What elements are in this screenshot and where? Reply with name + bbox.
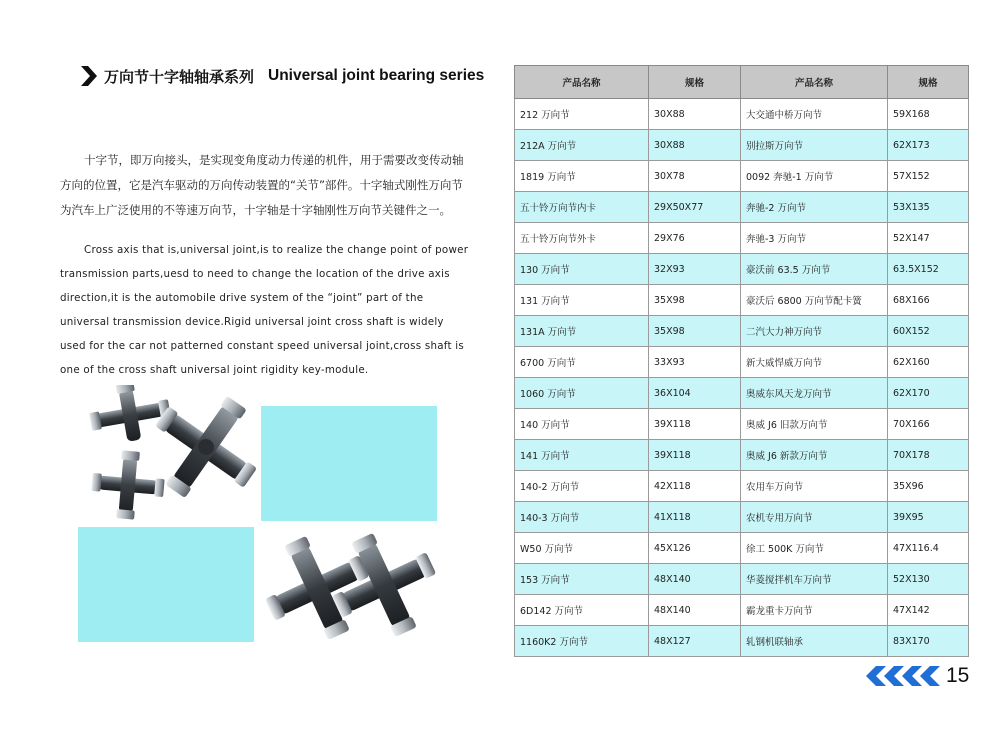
cell-product-name: 141 万向节	[515, 440, 649, 471]
double-chevron-left-icon	[862, 665, 942, 687]
cell-spec: 36X104	[649, 378, 741, 409]
cell-product-name: 奔驰-3 万向节	[741, 223, 888, 254]
cell-product-name: 奥威东风天龙万向节	[741, 378, 888, 409]
cell-spec: 57X152	[888, 161, 969, 192]
table-row	[515, 595, 969, 626]
cell-spec: 48X140	[649, 564, 741, 595]
cell-product-name: 别拉斯万向节	[741, 130, 888, 161]
table-row	[515, 471, 969, 502]
cell-spec: 39X95	[888, 502, 969, 533]
cell-spec: 39X118	[649, 440, 741, 471]
cell-spec: 29X76	[649, 223, 741, 254]
cell-spec: 35X98	[649, 316, 741, 347]
cell-product-name: 奔驰-2 万向节	[741, 192, 888, 223]
cell-product-name: 131 万向节	[515, 285, 649, 316]
intro-paragraph-en: Cross axis that is,universal joint,is to realize the change point of power transmission parts,uesd to need to change the location of the drive axis direction,it is the automobile drive system of the “joint” part of the universal transmission device.Rigid universal joint cross shaft is widely used for the car not patterned constant speed universal joint,cross shaft is one of the cross shaft universal joint rigidity key-module.	[60, 244, 469, 376]
cell-spec: 35X98	[649, 285, 741, 316]
table-row	[515, 192, 969, 223]
cell-spec: 39X118	[649, 409, 741, 440]
cell-product-name: 0092 奔驰-1 万向节	[741, 161, 888, 192]
cell-spec: 48X127	[649, 626, 741, 657]
cell-spec: 70X178	[888, 440, 969, 471]
cell-spec: 42X118	[649, 471, 741, 502]
cell-product-name: 徐工 500K 万向节	[741, 533, 888, 564]
cell-spec: 70X166	[888, 409, 969, 440]
cell-spec: 62X160	[888, 347, 969, 378]
cell-product-name: W50 万向节	[515, 533, 649, 564]
header-spec: 规格	[649, 66, 741, 99]
section-title	[78, 62, 484, 90]
table-row	[515, 347, 969, 378]
cell-product-name: 奥威 J6 新款万向节	[741, 440, 888, 471]
cell-spec: 41X118	[649, 502, 741, 533]
cell-product-name: 130 万向节	[515, 254, 649, 285]
cell-product-name: 212 万向节	[515, 99, 649, 130]
cell-product-name: 1060 万向节	[515, 378, 649, 409]
cell-spec: 53X135	[888, 192, 969, 223]
cell-spec: 48X140	[649, 595, 741, 626]
cell-spec: 33X93	[649, 347, 741, 378]
cell-product-name: 6D142 万向节	[515, 595, 649, 626]
cell-spec: 30X78	[649, 161, 741, 192]
cell-spec: 35X96	[888, 471, 969, 502]
cell-product-name: 新大威悍威万向节	[741, 347, 888, 378]
table-row	[515, 285, 969, 316]
cell-product-name: 奥威 J6 旧款万向节	[741, 409, 888, 440]
cell-product-name: 大交通中桥万向节	[741, 99, 888, 130]
table-row	[515, 99, 969, 130]
cell-product-name: 华菱搅拌机车万向节	[741, 564, 888, 595]
header-spec: 规格	[888, 66, 969, 99]
spec-table	[514, 65, 969, 657]
header-product-name: 产品名称	[741, 66, 888, 99]
cell-spec: 30X88	[649, 99, 741, 130]
table-row	[515, 409, 969, 440]
cell-spec: 62X170	[888, 378, 969, 409]
table-row	[515, 564, 969, 595]
cell-spec: 47X116.4	[888, 533, 969, 564]
cell-spec: 60X152	[888, 316, 969, 347]
cell-product-name: 140-2 万向节	[515, 471, 649, 502]
table-row	[515, 161, 969, 192]
decor-block-left	[78, 527, 254, 642]
cell-spec: 52X147	[888, 223, 969, 254]
cell-product-name: 轧钢机联轴承	[741, 626, 888, 657]
page-number-indicator	[862, 664, 969, 688]
product-photo-cross-joints-2	[262, 530, 442, 645]
cell-product-name: 五十铃万向节内卡	[515, 192, 649, 223]
cell-spec: 83X170	[888, 626, 969, 657]
cell-product-name: 212A 万向节	[515, 130, 649, 161]
cell-product-name: 二汽大力神万向节	[741, 316, 888, 347]
table-row	[515, 502, 969, 533]
cell-product-name: 131A 万向节	[515, 316, 649, 347]
table-row	[515, 254, 969, 285]
cell-spec: 29X50X77	[649, 192, 741, 223]
title-zh: 万向节十字轴轴承系列	[104, 67, 255, 86]
table-row	[515, 626, 969, 657]
cell-spec: 63.5X152	[888, 254, 969, 285]
table-row	[515, 378, 969, 409]
page-number: 15	[946, 664, 970, 687]
cell-product-name: 1819 万向节	[515, 161, 649, 192]
table-row	[515, 440, 969, 471]
product-photo-cross-joints-1	[88, 385, 263, 525]
title-en: Universal joint bearing series	[268, 67, 485, 84]
cell-spec: 52X130	[888, 564, 969, 595]
cell-spec: 47X142	[888, 595, 969, 626]
cell-product-name: 140 万向节	[515, 409, 649, 440]
intro-paragraph-zh: 十字节，即万向接头，是实现变角度动力传递的机件，用于需要改变传动轴方向的位置，它是汽车驱动的万向传动装置的“关节”部件。十字轴式刚性万向节为汽车上广泛使用的不等速万向节，十字轴是十字轴刚性万向节关键件之一。	[60, 153, 464, 217]
cell-product-name: 153 万向节	[515, 564, 649, 595]
table-header-row	[515, 66, 969, 99]
header-product-name: 产品名称	[515, 66, 649, 99]
cell-product-name: 140-3 万向节	[515, 502, 649, 533]
cell-product-name: 农用车万向节	[741, 471, 888, 502]
cell-product-name: 五十铃万向节外卡	[515, 223, 649, 254]
cell-spec: 62X173	[888, 130, 969, 161]
cell-spec: 68X166	[888, 285, 969, 316]
cell-spec: 59X168	[888, 99, 969, 130]
table-row	[515, 533, 969, 564]
cell-product-name: 霸龙重卡万向节	[741, 595, 888, 626]
table-row	[515, 223, 969, 254]
cell-product-name: 1160K2 万向节	[515, 626, 649, 657]
cell-product-name: 豪沃前 63.5 万向节	[741, 254, 888, 285]
chevron-right-icon	[78, 64, 100, 88]
cell-product-name: 6700 万向节	[515, 347, 649, 378]
cell-spec: 32X93	[649, 254, 741, 285]
table-row	[515, 130, 969, 161]
cell-spec: 45X126	[649, 533, 741, 564]
decor-block-right	[261, 406, 437, 521]
table-row	[515, 316, 969, 347]
cell-spec: 30X88	[649, 130, 741, 161]
cell-product-name: 豪沃后 6800 万向节配卡簧	[741, 285, 888, 316]
cell-product-name: 农机专用万向节	[741, 502, 888, 533]
